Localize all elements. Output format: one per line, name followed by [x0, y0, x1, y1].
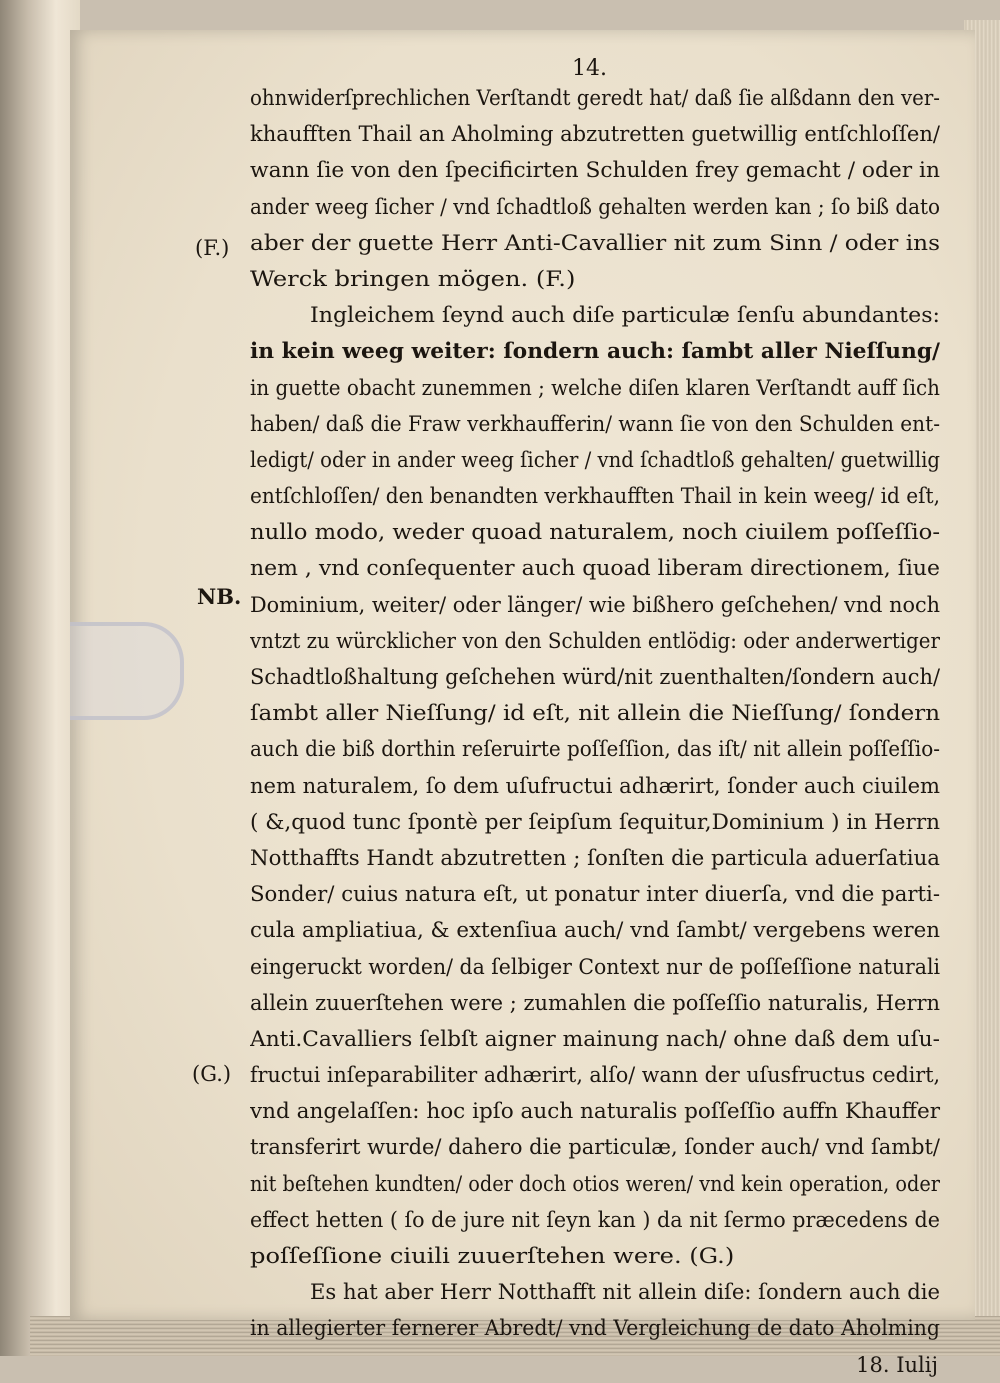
text-line: nit beſtehen kundten/ oder doch otios weren/ vnd kein operation, oder [250, 1171, 940, 1196]
text-line: ohnwiderſprechlichen Verſtandt geredt hat/ daß ſie alßdann den ver- [250, 86, 940, 110]
text-line: poſſeſſione ciuili zuuerſtehen were. (G.) [250, 1244, 735, 1268]
text-line: ledigt/ oder in ander weeg ſicher / vnd ſchadtloß gehalten/ guetwillig [250, 447, 940, 472]
margin-note-g: (G.) [192, 1062, 232, 1086]
text-line: Notthaffts Handt abzutretten ; ſonſten die particula aduerſatiua [250, 845, 940, 870]
book-binding [0, 0, 80, 1356]
text-line: nem naturalem, ſo dem uſufructui adhærirt, ſonder auch ciuilem [250, 773, 940, 798]
text-line: in kein weeg weiter: ſondern auch: ſambt aller Nieſſung/ [250, 338, 940, 364]
text-line: Es hat aber Herr Notthafft nit allein diſe: ſondern auch die [310, 1280, 940, 1305]
text-line: ( &,quod tunc ſpontè per ſeipſum ſequitur,Dominium ) in Herrn [250, 809, 940, 834]
page-clip [70, 622, 184, 720]
text-line: Anti.Cavalliers ſelbſt aigner mainung nach/ ohne daß dem uſu- [250, 1026, 940, 1051]
text-line: khaufften Thail an Aholming abzutretten guetwillig entſchloſſen/ [250, 122, 940, 147]
text-line: fructui inſeparabiliter adhærirt, alſo/ wann der uſusfructus cedirt, [250, 1063, 940, 1088]
text-line: Schadtloßhaltung geſchehen würd/nit zuenthalten/ſondern auch/ [250, 665, 940, 689]
text-line: entſchloſſen/ den benandten verkhaufften Thail in kein weeg/ id eſt, [250, 484, 940, 509]
text-line: cula ampliatiua, & extenſiua auch/ vnd ſambt/ vergebens weren [250, 918, 940, 943]
text-line: allein zuuerſtehen were ; zumahlen die poſſeſſio naturalis, Herrn [250, 990, 940, 1015]
text-line: aber der guette Herr Anti-Cavallier nit zum Sinn / oder ins [250, 230, 940, 255]
text-line: Sonder/ cuius natura eſt, ut ponatur inter diuerſa, vnd die parti- [250, 882, 940, 907]
text-line: haben/ daß die Fraw verkhaufferin/ wann ſie von den Schulden ent- [250, 411, 940, 436]
text-line: in allegierter fernerer Abredt/ vnd Vergleichung de dato Aholming [250, 1316, 940, 1341]
page-number: 14. [572, 56, 607, 81]
text-line: effect hetten ( ſo de jure nit ſeyn kan ) da nit ſermo præcedens de [250, 1207, 940, 1232]
text-line: ſambt aller Nieſſung/ id eſt, nit allein die Nieſſung/ ſondern [250, 701, 940, 726]
text-line: eingeruckt worden/ da ſelbiger Context nur de poſſeſſione naturali [250, 954, 940, 979]
margin-note-nb: NB. [197, 584, 242, 609]
text-line: Werck bringen mögen. (F.) [250, 266, 576, 291]
text-line-catchword: 18. Iulij [856, 1352, 938, 1377]
text-line: Ingleichem ſeynd auch diſe particulæ ſenſu abundantes: [310, 303, 940, 328]
margin-note-f: (F.) [195, 236, 230, 260]
text-line: nem , vnd conſequenter auch quoad liberam directionem, ſiue [250, 556, 940, 581]
text-line: auch die biß dorthin reſeruirte poſſeſſion, das iſt/ nit allein poſſeſſio- [250, 737, 940, 762]
text-line: vnd angelaſſen: hoc ipſo auch naturalis poſſeſſio auffn Khauffer [250, 1099, 940, 1124]
text-line: wann ſie von den ſpecificirten Schulden frey gemacht / oder in [250, 158, 940, 183]
text-line: vntzt zu würcklicher von den Schulden entlödig: oder anderwertiger [250, 628, 940, 653]
text-line: in guette obacht zunemmen ; welche diſen klaren Verſtandt auff ſich [250, 375, 940, 400]
text-line: ander weeg ſicher / vnd ſchadtloß gehalten werden kan ; ſo biß dato [250, 194, 940, 219]
text-line: Dominium, weiter/ oder länger/ wie bißhero geſchehen/ vnd noch [250, 592, 940, 617]
body-text [250, 80, 950, 1383]
text-line: nullo modo, weder quoad naturalem, noch ciuilem poſſeſſio- [250, 520, 940, 545]
text-line: transferirt wurde/ dahero die particulæ, ſonder auch/ vnd ſambt/ [250, 1135, 940, 1160]
